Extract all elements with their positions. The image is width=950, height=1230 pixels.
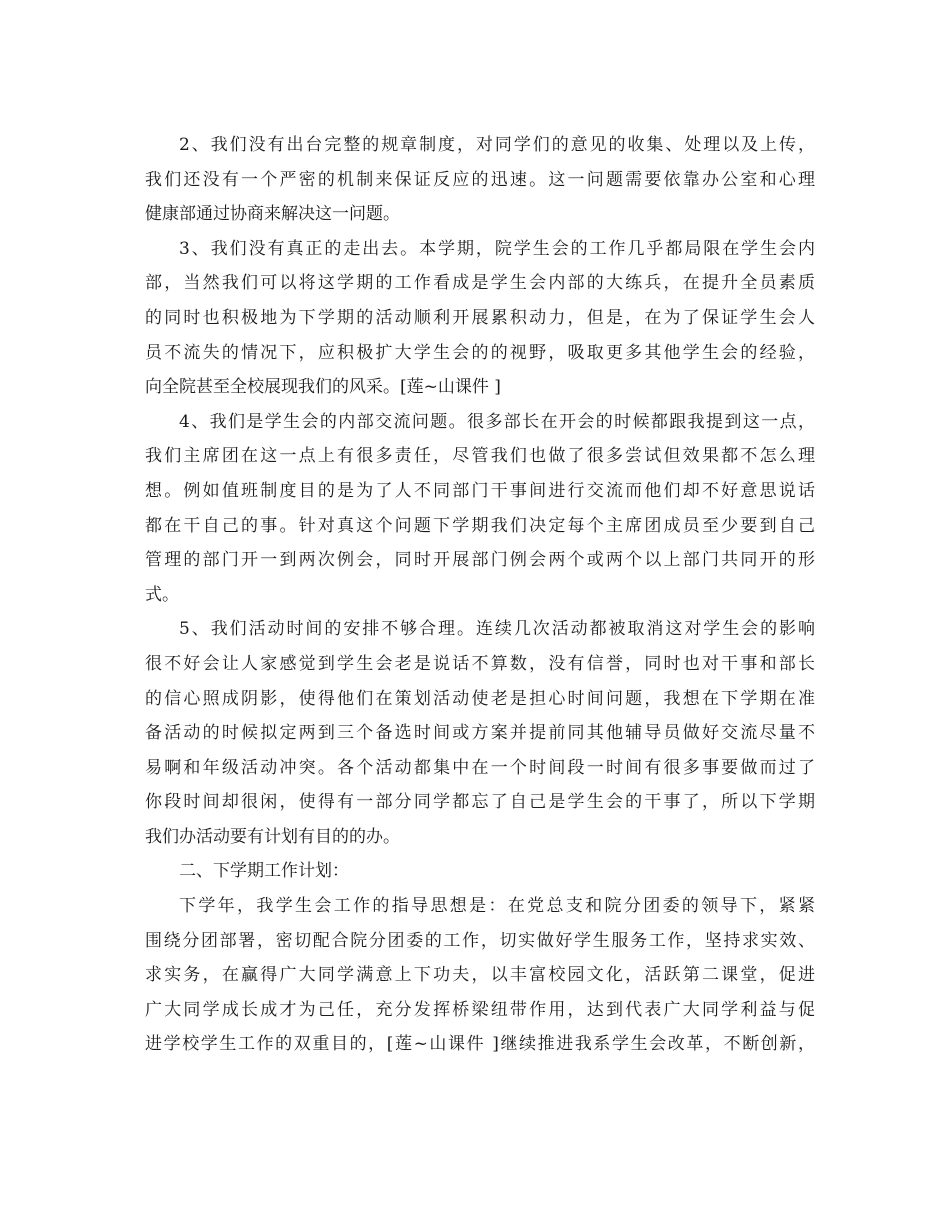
text-line: 很不好会让人家感觉到学生会老是说话不算数，没有信誉，同时也对干事和部长	[145, 653, 815, 674]
text-line: 我们主席团在这一点上有很多责任，尽管我们也做了很多尝试但效果都不怎么理	[145, 446, 815, 467]
text-line: 易啊和年级活动冲突。各个活动都集中在一个时间段一时间有很多事要做而过了	[145, 757, 815, 778]
text-line: 5、我们活动时间的安排不够合理。连续几次活动都被取消这对学生会的影响	[179, 619, 815, 640]
document-body	[145, 128, 815, 1062]
text-line: 围绕分团部署，密切配合院分团委的工作，切实做好学生服务工作，坚持求实效、	[145, 930, 815, 951]
text-line: 我们还没有一个严密的机制来保证反应的迅速。这一问题需要依靠办公室和心理	[145, 169, 815, 190]
text-line: 进学校学生工作的双重目的，[莲~山课件 ]继续推进我系学生会改革，不断创新，	[145, 1034, 815, 1055]
text-line: 健康部通过协商来解决这一问题。	[145, 204, 400, 225]
text-line: 的同时也积极地为下学期的活动顺利开展累积动力，但是，在为了保证学生会人	[145, 307, 815, 328]
text-line: 广大同学成长成才为己任，充分发挥桥梁纽带作用，达到代表广大同学利益与促	[145, 999, 815, 1020]
text-line: 二、下学期工作计划：	[179, 861, 349, 882]
text-line: 求实务，在赢得广大同学满意上下功夫，以丰富校园文化，活跃第二课堂，促进	[145, 965, 815, 986]
text-line: 式。	[145, 584, 179, 605]
text-line: 都在干自己的事。针对真这个问题下学期我们决定每个主席团成员至少要到自己	[145, 515, 815, 536]
text-line: 备活动的时候拟定两到三个备选时间或方案并提前同其他辅导员做好交流尽量不	[145, 723, 815, 744]
text-line: 想。例如值班制度目的是为了人不同部门干事间进行交流而他们却不好意思说话	[145, 480, 815, 501]
text-line: 2、我们没有出台完整的规章制度，对同学们的意见的收集、处理以及上传，	[179, 135, 815, 155]
text-line: 下学年，我学生会工作的指导思想是：在党总支和院分团委的领导下，紧紧	[179, 896, 815, 917]
text-line: 向全院甚至全校展现我们的风采。[莲~山课件 ]	[145, 377, 501, 398]
text-line: 部，当然我们可以将这学期的工作看成是学生会内部的大练兵，在提升全员素质	[145, 273, 815, 294]
text-line: 的信心照成阴影，使得他们在策划活动使老是担心时间问题，我想在下学期在准	[145, 688, 815, 709]
text-line: 你段时间却很闲，使得有一部分同学都忘了自己是学生会的干事了，所以下学期	[145, 792, 815, 813]
text-line: 我们办活动要有计划有目的的办。	[145, 826, 400, 847]
text-line: 3、我们没有真正的走出去。本学期，院学生会的工作几乎都局限在学生会内	[179, 238, 815, 259]
text-line: 员不流失的情况下，应积极扩大学生会的的视野，吸取更多其他学生会的经验，	[145, 342, 815, 363]
text-line: 4、我们是学生会的内部交流问题。很多部长在开会的时候都跟我提到这一点，	[179, 411, 815, 432]
text-line: 管理的部门开一到两次例会，同时开展部门例会两个或两个以上部门共同开的形	[145, 550, 815, 571]
